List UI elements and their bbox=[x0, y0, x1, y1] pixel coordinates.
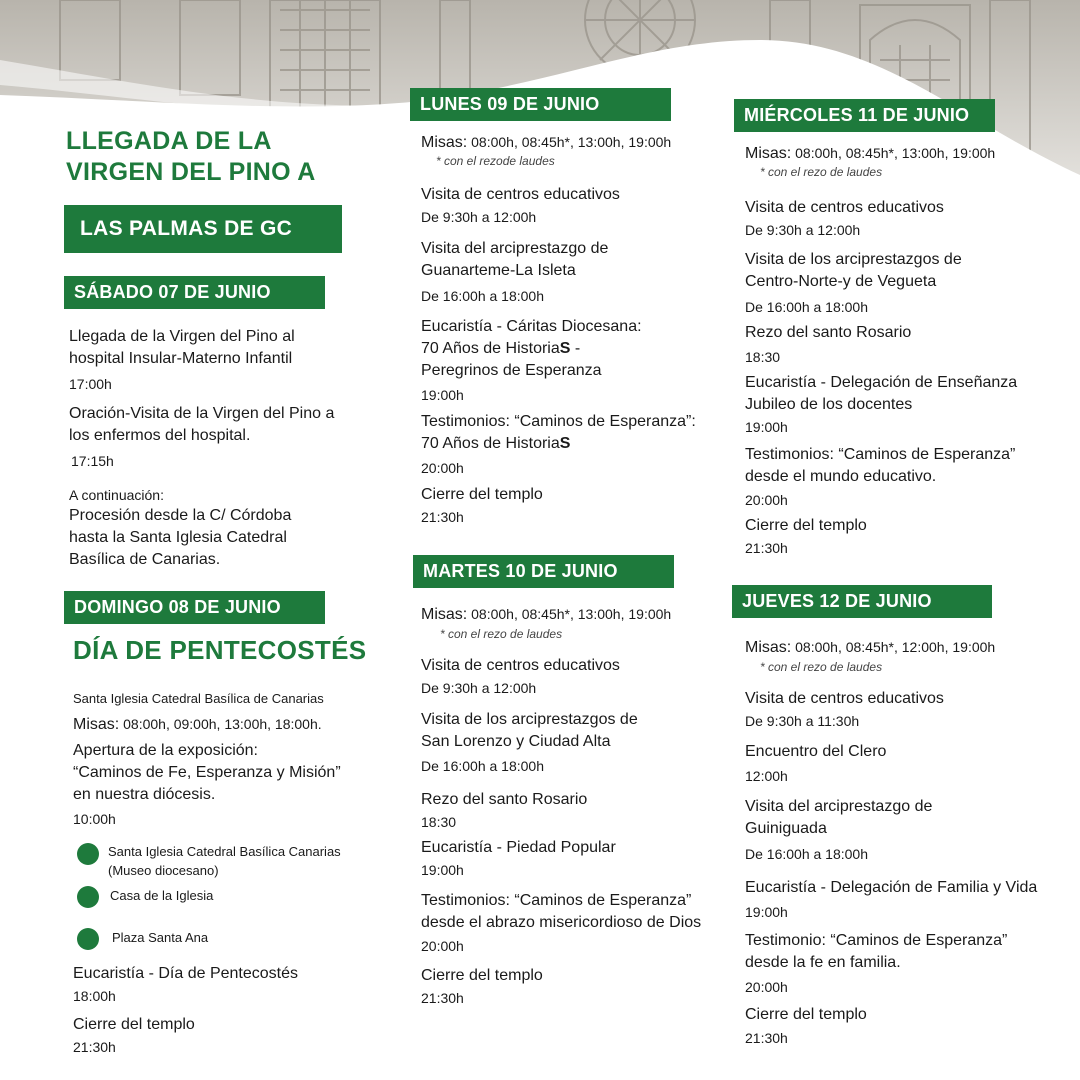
miercoles-event-6: Cierre del templo bbox=[745, 517, 867, 534]
miercoles-event-4-line-2: Jubileo de los docentes bbox=[745, 396, 913, 413]
martes-event-4: Eucaristía - Piedad Popular bbox=[421, 839, 616, 856]
domingo-event-2: Eucaristía - Día de Pentecostés bbox=[73, 965, 298, 982]
miercoles-event-2-line-2: Centro-Norte-y de Vegueta bbox=[745, 273, 937, 290]
sabado-event-1-line-2: hospital Insular-Materno Infantil bbox=[69, 350, 293, 367]
sabado-event-1-time: 17:00h bbox=[69, 376, 112, 392]
domingo-event-3: Cierre del templo bbox=[73, 1016, 195, 1033]
dash: - bbox=[570, 340, 581, 357]
domingo-location-1-line-1: Santa Iglesia Catedral Basílica Canarias bbox=[108, 844, 341, 859]
title-line-2: VIRGEN DEL PINO A bbox=[66, 158, 316, 186]
location-marker-icon bbox=[77, 843, 99, 865]
lunes-event-3-time: 19:00h bbox=[421, 387, 464, 403]
misas-label: Misas: bbox=[745, 639, 792, 656]
lunes-event-1: Visita de centros educativos bbox=[421, 186, 620, 203]
domingo-subtitle: DÍA DE PENTECOSTÉS bbox=[73, 635, 367, 665]
header-martes: MARTES 10 DE JUNIO bbox=[413, 555, 674, 588]
page-title bbox=[66, 126, 316, 188]
lunes-event-4-time: 20:00h bbox=[421, 460, 464, 476]
misas-label: Misas: bbox=[421, 134, 468, 151]
domingo-place: Santa Iglesia Catedral Basílica de Canarias bbox=[73, 691, 324, 706]
title-line-1: LLEGADA DE LA bbox=[66, 127, 272, 155]
misas-times: 08:00h, 08:45h*, 13:00h, 19:00h bbox=[467, 606, 672, 622]
domingo-event-1-line-2: “Caminos de Fe, Esperanza y Misión” bbox=[73, 764, 341, 781]
lunes-event-1-time: De 9:30h a 12:00h bbox=[421, 209, 537, 225]
city-banner: LAS PALMAS DE GC bbox=[64, 205, 342, 253]
location-marker-icon bbox=[77, 928, 99, 950]
jueves-event-6-time: 21:30h bbox=[745, 1030, 788, 1046]
location-marker-icon bbox=[77, 886, 99, 908]
misas-times: 08:00h, 09:00h, 13:00h, 18:00h. bbox=[119, 716, 322, 732]
martes-event-2-line-2: San Lorenzo y Ciudad Alta bbox=[421, 733, 611, 750]
misas-label: Misas: bbox=[421, 606, 468, 623]
misas-times: 08:00h, 08:45h*, 13:00h, 19:00h bbox=[467, 134, 672, 150]
lunes-event-3-line-3: Peregrinos de Esperanza bbox=[421, 362, 602, 379]
historia-text: 70 Años de Historia bbox=[421, 340, 560, 357]
domingo-location-1-line-2: (Museo diocesano) bbox=[108, 863, 219, 878]
domingo-location-3: Plaza Santa Ana bbox=[112, 930, 209, 945]
domingo-event-2-time: 18:00h bbox=[73, 988, 116, 1004]
jueves-note: * con el rezo de laudes bbox=[760, 660, 883, 674]
jueves-event-3-line-1: Visita del arciprestazgo de bbox=[745, 798, 933, 815]
misas-times: 08:00h, 08:45h*, 12:00h, 19:00h bbox=[791, 639, 996, 655]
jueves-event-5-line-1: Testimonio: “Caminos de Esperanza” bbox=[745, 932, 1008, 949]
sabado-event-3-prefix: A continuación: bbox=[69, 487, 164, 503]
jueves-event-1-time: De 9:30h a 11:30h bbox=[745, 713, 860, 729]
sabado-event-2-line-1: Oración-Visita de la Virgen del Pino a bbox=[69, 405, 335, 422]
miercoles-event-5-time: 20:00h bbox=[745, 492, 788, 508]
martes-event-5-line-1: Testimonios: “Caminos de Esperanza” bbox=[421, 892, 692, 909]
martes-note: * con el rezo de laudes bbox=[440, 627, 563, 641]
sabado-event-3-line-1: Procesión desde la C/ Córdoba bbox=[69, 507, 292, 524]
miercoles-event-5-line-1: Testimonios: “Caminos de Esperanza” bbox=[745, 446, 1016, 463]
sabado-event-3-line-2: hasta la Santa Iglesia Catedral bbox=[69, 529, 287, 546]
domingo-location-2: Casa de la Iglesia bbox=[110, 888, 214, 903]
sabado-event-2-line-2: los enfermos del hospital. bbox=[69, 427, 251, 444]
jueves-event-6: Cierre del templo bbox=[745, 1006, 867, 1023]
miercoles-event-2-line-1: Visita de los arciprestazgos de bbox=[745, 251, 962, 268]
jueves-event-5-time: 20:00h bbox=[745, 979, 788, 995]
lunes-event-5: Cierre del templo bbox=[421, 486, 543, 503]
historia-s: S bbox=[559, 340, 571, 357]
lunes-event-4-line-2 bbox=[421, 433, 570, 455]
martes-event-6: Cierre del templo bbox=[421, 967, 543, 984]
header-miercoles: MIÉRCOLES 11 DE JUNIO bbox=[734, 99, 995, 132]
jueves-event-5-line-2: desde la fe en familia. bbox=[745, 954, 901, 971]
miercoles-event-5-line-2: desde el mundo educativo. bbox=[745, 468, 937, 485]
sabado-event-1-line-1: Llegada de la Virgen del Pino al bbox=[69, 328, 295, 345]
martes-event-1-time: De 9:30h a 12:00h bbox=[421, 680, 537, 696]
domingo-event-1-time: 10:00h bbox=[73, 811, 116, 827]
domingo-event-1-line-1: Apertura de la exposición: bbox=[73, 742, 258, 759]
miercoles-event-3-time: 18:30 bbox=[745, 349, 781, 365]
header-sabado: SÁBADO 07 DE JUNIO bbox=[64, 276, 325, 309]
lunes-note: * con el rezode laudes bbox=[436, 154, 555, 168]
sabado-event-2-time: 17:15h bbox=[71, 453, 114, 469]
misas-label: Misas: bbox=[73, 716, 120, 733]
domingo-event-3-time: 21:30h bbox=[73, 1039, 116, 1055]
header-jueves: JUEVES 12 DE JUNIO bbox=[732, 585, 992, 618]
lunes-misas bbox=[421, 131, 671, 154]
martes-event-1: Visita de centros educativos bbox=[421, 657, 620, 674]
martes-event-2-time: De 16:00h a 18:00h bbox=[421, 758, 544, 774]
martes-event-3-time: 18:30 bbox=[421, 814, 457, 830]
sabado-event-3-line-3: Basílica de Canarias. bbox=[69, 551, 221, 568]
jueves-misas bbox=[745, 636, 995, 659]
jueves-event-4-time: 19:00h bbox=[745, 904, 788, 920]
jueves-event-4: Eucaristía - Delegación de Familia y Vida bbox=[745, 879, 1038, 896]
martes-event-5-time: 20:00h bbox=[421, 938, 464, 954]
miercoles-event-6-time: 21:30h bbox=[745, 540, 788, 556]
domingo-misas bbox=[73, 713, 322, 736]
jueves-event-2-time: 12:00h bbox=[745, 768, 788, 784]
header-lunes: LUNES 09 DE JUNIO bbox=[410, 88, 671, 121]
jueves-event-2: Encuentro del Clero bbox=[745, 743, 887, 760]
miercoles-event-2-time: De 16:00h a 18:00h bbox=[745, 299, 868, 315]
misas-label: Misas: bbox=[745, 145, 792, 162]
martes-event-5-line-2: desde el abrazo misericordioso de Dios bbox=[421, 914, 702, 931]
jueves-event-1: Visita de centros educativos bbox=[745, 690, 944, 707]
domingo-event-1-line-3: en nuestra diócesis. bbox=[73, 786, 216, 803]
header-domingo: DOMINGO 08 DE JUNIO bbox=[64, 591, 325, 624]
martes-event-6-time: 21:30h bbox=[421, 990, 464, 1006]
lunes-event-4-line-1: Testimonios: “Caminos de Esperanza”: bbox=[421, 413, 696, 430]
miercoles-event-4-time: 19:00h bbox=[745, 419, 788, 435]
misas-times: 08:00h, 08:45h*, 13:00h, 19:00h bbox=[791, 145, 996, 161]
jueves-event-3-line-2: Guiniguada bbox=[745, 820, 827, 837]
lunes-event-3-line-2 bbox=[421, 338, 580, 360]
miercoles-event-1: Visita de centros educativos bbox=[745, 199, 944, 216]
martes-event-3: Rezo del santo Rosario bbox=[421, 791, 588, 808]
lunes-event-3-line-1: Eucaristía - Cáritas Diocesana: bbox=[421, 318, 642, 335]
lunes-event-2-time: De 16:00h a 18:00h bbox=[421, 288, 544, 304]
martes-misas bbox=[421, 603, 671, 626]
miercoles-event-1-time: De 9:30h a 12:00h bbox=[745, 222, 861, 238]
lunes-event-2-line-1: Visita del arciprestazgo de bbox=[421, 240, 609, 257]
miercoles-misas bbox=[745, 142, 995, 165]
miercoles-note: * con el rezo de laudes bbox=[760, 165, 883, 179]
miercoles-event-3: Rezo del santo Rosario bbox=[745, 324, 912, 341]
lunes-event-5-time: 21:30h bbox=[421, 509, 464, 525]
lunes-event-2-line-2: Guanarteme-La Isleta bbox=[421, 262, 576, 279]
historia-text: 70 Años de Historia bbox=[421, 435, 560, 452]
martes-event-4-time: 19:00h bbox=[421, 862, 464, 878]
miercoles-event-4-line-1: Eucaristía - Delegación de Enseñanza bbox=[745, 374, 1018, 391]
martes-event-2-line-1: Visita de los arciprestazgos de bbox=[421, 711, 638, 728]
jueves-event-3-time: De 16:00h a 18:00h bbox=[745, 846, 868, 862]
historia-s: S bbox=[559, 435, 571, 452]
